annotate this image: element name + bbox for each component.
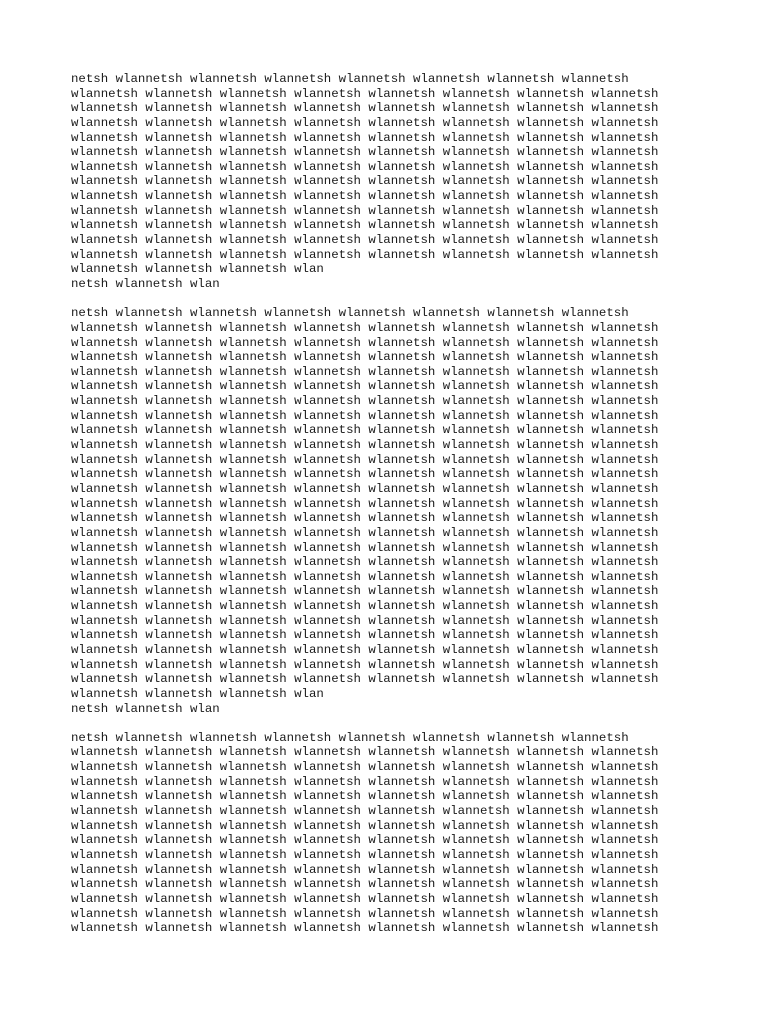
text-line: wlannetsh wlannetsh wlannetsh wlannetsh wlannetsh wlannetsh wlannetsh wlannetsh	[71, 159, 659, 174]
text-line: wlannetsh wlannetsh wlannetsh wlannetsh wlannetsh wlannetsh wlannetsh wlannetsh	[71, 350, 659, 365]
text-line: wlannetsh wlannetsh wlannetsh wlannetsh wlannetsh wlannetsh wlannetsh wlannetsh	[71, 525, 659, 540]
text-line: wlannetsh wlannetsh wlannetsh wlannetsh wlannetsh wlannetsh wlannetsh wlannetsh	[71, 496, 659, 511]
text-line: wlannetsh wlannetsh wlannetsh wlannetsh wlannetsh wlannetsh wlannetsh wlannetsh	[71, 423, 659, 438]
text-line: wlannetsh wlannetsh wlannetsh wlan	[71, 686, 324, 701]
text-line: netsh wlannetsh wlannetsh wlannetsh wlannetsh wlannetsh wlannetsh wlannetsh	[71, 730, 629, 745]
paragraph	[71, 72, 711, 292]
paragraph	[71, 306, 711, 716]
text-line: wlannetsh wlannetsh wlannetsh wlannetsh wlannetsh wlannetsh wlannetsh wlannetsh	[71, 86, 659, 101]
text-line: wlannetsh wlannetsh wlannetsh wlannetsh wlannetsh wlannetsh wlannetsh wlannetsh	[71, 320, 659, 335]
text-line: wlannetsh wlannetsh wlannetsh wlannetsh wlannetsh wlannetsh wlannetsh wlannetsh	[71, 408, 659, 423]
text-line: wlannetsh wlannetsh wlannetsh wlannetsh wlannetsh wlannetsh wlannetsh wlannetsh	[71, 584, 659, 599]
text-line: wlannetsh wlannetsh wlannetsh wlannetsh wlannetsh wlannetsh wlannetsh wlannetsh	[71, 174, 659, 189]
text-line: wlannetsh wlannetsh wlannetsh wlannetsh wlannetsh wlannetsh wlannetsh wlannetsh	[71, 642, 659, 657]
text-line: wlannetsh wlannetsh wlannetsh wlannetsh wlannetsh wlannetsh wlannetsh wlannetsh	[71, 247, 659, 262]
text-line: wlannetsh wlannetsh wlannetsh wlannetsh wlannetsh wlannetsh wlannetsh wlannetsh	[71, 891, 659, 906]
text-line: wlannetsh wlannetsh wlannetsh wlannetsh wlannetsh wlannetsh wlannetsh wlannetsh	[71, 218, 659, 233]
paragraph	[71, 731, 711, 936]
text-line: wlannetsh wlannetsh wlannetsh wlannetsh wlannetsh wlannetsh wlannetsh wlannetsh	[71, 438, 659, 453]
text-line: netsh wlannetsh wlan	[71, 276, 220, 291]
text-line: wlannetsh wlannetsh wlannetsh wlannetsh wlannetsh wlannetsh wlannetsh wlannetsh	[71, 862, 659, 877]
text-line: wlannetsh wlannetsh wlannetsh wlannetsh wlannetsh wlannetsh wlannetsh wlannetsh	[71, 877, 659, 892]
text-line: wlannetsh wlannetsh wlannetsh wlannetsh wlannetsh wlannetsh wlannetsh wlannetsh	[71, 745, 659, 760]
text-line: wlannetsh wlannetsh wlannetsh wlannetsh wlannetsh wlannetsh wlannetsh wlannetsh	[71, 189, 659, 204]
text-line: wlannetsh wlannetsh wlannetsh wlan	[71, 262, 324, 277]
text-line: wlannetsh wlannetsh wlannetsh wlannetsh wlannetsh wlannetsh wlannetsh wlannetsh	[71, 672, 659, 687]
text-line: wlannetsh wlannetsh wlannetsh wlannetsh wlannetsh wlannetsh wlannetsh wlannetsh	[71, 379, 659, 394]
text-line: wlannetsh wlannetsh wlannetsh wlannetsh wlannetsh wlannetsh wlannetsh wlannetsh	[71, 481, 659, 496]
text-line: wlannetsh wlannetsh wlannetsh wlannetsh wlannetsh wlannetsh wlannetsh wlannetsh	[71, 760, 659, 775]
text-line: wlannetsh wlannetsh wlannetsh wlannetsh wlannetsh wlannetsh wlannetsh wlannetsh	[71, 115, 659, 130]
document-page	[71, 72, 711, 936]
text-line: wlannetsh wlannetsh wlannetsh wlannetsh wlannetsh wlannetsh wlannetsh wlannetsh	[71, 613, 659, 628]
text-line: wlannetsh wlannetsh wlannetsh wlannetsh wlannetsh wlannetsh wlannetsh wlannetsh	[71, 511, 659, 526]
text-line: wlannetsh wlannetsh wlannetsh wlannetsh wlannetsh wlannetsh wlannetsh wlannetsh	[71, 921, 659, 936]
text-line: netsh wlannetsh wlannetsh wlannetsh wlannetsh wlannetsh wlannetsh wlannetsh	[71, 72, 629, 86]
text-line: wlannetsh wlannetsh wlannetsh wlannetsh wlannetsh wlannetsh wlannetsh wlannetsh	[71, 657, 659, 672]
text-line: netsh wlannetsh wlannetsh wlannetsh wlannetsh wlannetsh wlannetsh wlannetsh	[71, 306, 629, 321]
text-line: wlannetsh wlannetsh wlannetsh wlannetsh wlannetsh wlannetsh wlannetsh wlannetsh	[71, 774, 659, 789]
text-line: wlannetsh wlannetsh wlannetsh wlannetsh wlannetsh wlannetsh wlannetsh wlannetsh	[71, 847, 659, 862]
text-line: wlannetsh wlannetsh wlannetsh wlannetsh wlannetsh wlannetsh wlannetsh wlannetsh	[71, 452, 659, 467]
text-line: wlannetsh wlannetsh wlannetsh wlannetsh wlannetsh wlannetsh wlannetsh wlannetsh	[71, 555, 659, 570]
text-line: netsh wlannetsh wlan	[71, 701, 220, 716]
text-line: wlannetsh wlannetsh wlannetsh wlannetsh wlannetsh wlannetsh wlannetsh wlannetsh	[71, 628, 659, 643]
text-line: wlannetsh wlannetsh wlannetsh wlannetsh wlannetsh wlannetsh wlannetsh wlannetsh	[71, 599, 659, 614]
text-line: wlannetsh wlannetsh wlannetsh wlannetsh wlannetsh wlannetsh wlannetsh wlannetsh	[71, 335, 659, 350]
text-line: wlannetsh wlannetsh wlannetsh wlannetsh wlannetsh wlannetsh wlannetsh wlannetsh	[71, 540, 659, 555]
text-line: wlannetsh wlannetsh wlannetsh wlannetsh wlannetsh wlannetsh wlannetsh wlannetsh	[71, 833, 659, 848]
text-line: wlannetsh wlannetsh wlannetsh wlannetsh wlannetsh wlannetsh wlannetsh wlannetsh	[71, 569, 659, 584]
text-line: wlannetsh wlannetsh wlannetsh wlannetsh wlannetsh wlannetsh wlannetsh wlannetsh	[71, 818, 659, 833]
text-line: wlannetsh wlannetsh wlannetsh wlannetsh wlannetsh wlannetsh wlannetsh wlannetsh	[71, 804, 659, 819]
text-line: wlannetsh wlannetsh wlannetsh wlannetsh wlannetsh wlannetsh wlannetsh wlannetsh	[71, 906, 659, 921]
text-line: wlannetsh wlannetsh wlannetsh wlannetsh wlannetsh wlannetsh wlannetsh wlannetsh	[71, 101, 659, 116]
text-line: wlannetsh wlannetsh wlannetsh wlannetsh wlannetsh wlannetsh wlannetsh wlannetsh	[71, 233, 659, 248]
text-line: wlannetsh wlannetsh wlannetsh wlannetsh wlannetsh wlannetsh wlannetsh wlannetsh	[71, 467, 659, 482]
text-line: wlannetsh wlannetsh wlannetsh wlannetsh wlannetsh wlannetsh wlannetsh wlannetsh	[71, 203, 659, 218]
text-line: wlannetsh wlannetsh wlannetsh wlannetsh wlannetsh wlannetsh wlannetsh wlannetsh	[71, 145, 659, 160]
text-line: wlannetsh wlannetsh wlannetsh wlannetsh wlannetsh wlannetsh wlannetsh wlannetsh	[71, 130, 659, 145]
text-line: wlannetsh wlannetsh wlannetsh wlannetsh wlannetsh wlannetsh wlannetsh wlannetsh	[71, 789, 659, 804]
text-line: wlannetsh wlannetsh wlannetsh wlannetsh wlannetsh wlannetsh wlannetsh wlannetsh	[71, 364, 659, 379]
text-line: wlannetsh wlannetsh wlannetsh wlannetsh wlannetsh wlannetsh wlannetsh wlannetsh	[71, 394, 659, 409]
